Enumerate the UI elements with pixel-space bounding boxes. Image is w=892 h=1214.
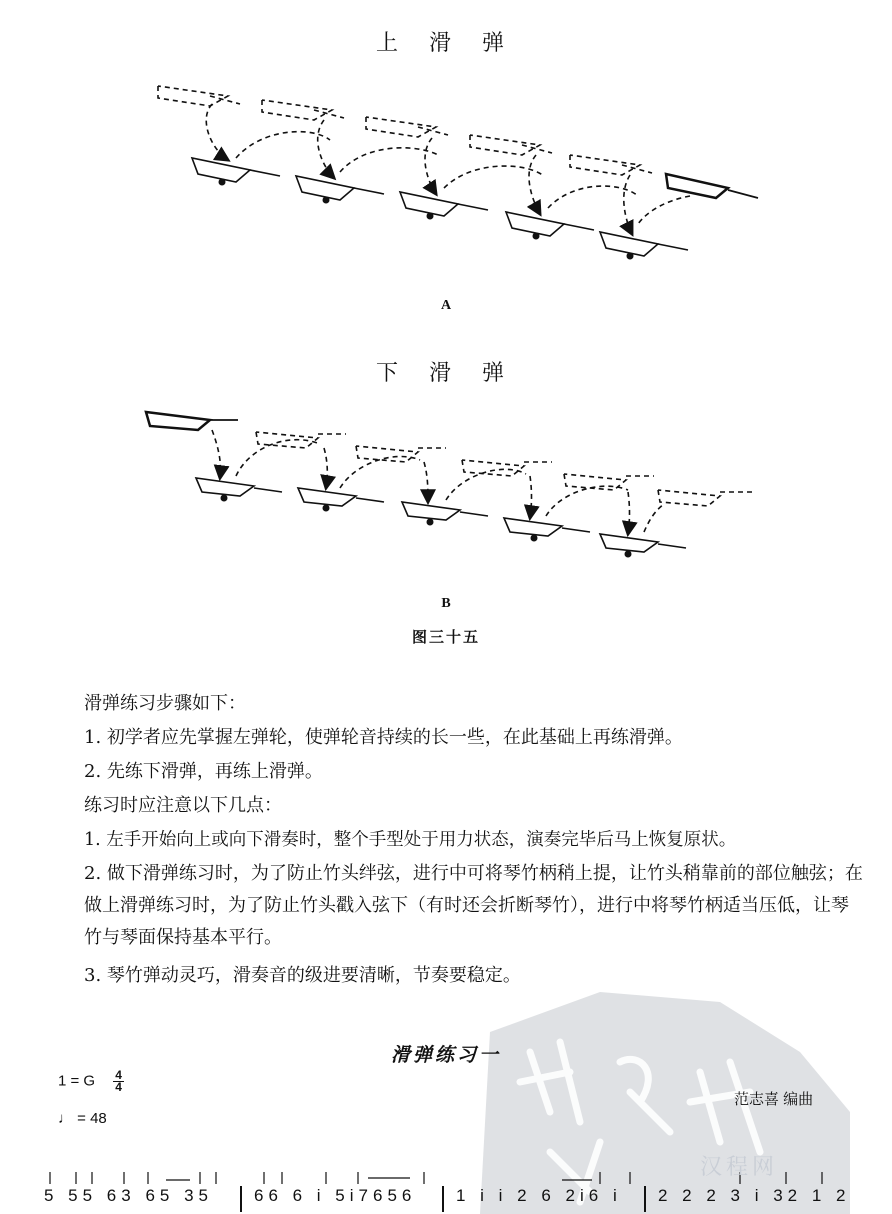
upper-glide-diagram bbox=[0, 70, 892, 290]
dashed-stick-position-4 bbox=[470, 135, 540, 155]
struck-position-1 bbox=[192, 158, 250, 182]
dashed-stick-position-1 bbox=[158, 86, 228, 106]
solid-stick-start bbox=[146, 412, 210, 430]
figure-b-label: B bbox=[441, 596, 451, 611]
time-signature bbox=[113, 1070, 124, 1093]
key-signature bbox=[58, 1070, 124, 1093]
step-2: 2. 先练下滑弹，再练上滑弹。 bbox=[84, 761, 323, 782]
measure-2: 66 6 i 5i7656 bbox=[254, 1186, 417, 1205]
lower-glide-diagram bbox=[0, 400, 892, 580]
upper-glide-title: 上 滑 弹 bbox=[376, 31, 516, 56]
measure-4: 2 2 2 3 i 32 1 2 bbox=[658, 1186, 851, 1205]
note-3: 3. 琴竹弹动灵巧，滑奏音的级进要清晰，节奏要稳定。 bbox=[84, 965, 521, 986]
dashed-stick-position-2 bbox=[262, 100, 332, 120]
struck-position-5 bbox=[600, 232, 658, 256]
note-1: 1. 左手开始向上或向下滑奏时，整个手型处于用力状态，演奏完毕后马上恢复原状。 bbox=[84, 830, 737, 850]
dashed-stick-position-3 bbox=[366, 117, 436, 137]
steps-intro: 滑弹练习步骤如下： bbox=[84, 693, 246, 714]
struck-position-4 bbox=[506, 212, 564, 236]
figure-a-label: A bbox=[440, 298, 452, 313]
site-watermark: 汉程网 bbox=[700, 1155, 779, 1180]
key-text: 1 = G bbox=[58, 1072, 96, 1090]
tempo-marking: ♩ = 48 bbox=[58, 1110, 107, 1127]
time-signature-top: 4 bbox=[115, 1068, 122, 1082]
note-2: 2. 做下滑弹练习时，为了防止竹头绊弦，进行中可将琴竹柄稍上提，让竹头稍靠前的部位触弦；在做上滑弹练习时，为了防止竹头戳入弦下（有时还会折断琴竹），进行中将琴竹柄适当压低，让琴竹与琴面保持基本平行。 bbox=[84, 863, 863, 948]
struck-position-3 bbox=[400, 192, 458, 216]
measure-1: 5 55 63 65 35 bbox=[44, 1186, 213, 1205]
struck-position-2 bbox=[296, 176, 354, 200]
notes-intro: 练习时应注意以下几点： bbox=[84, 795, 282, 816]
time-signature-bottom: 4 bbox=[115, 1080, 122, 1094]
solid-stick-start bbox=[666, 174, 728, 198]
barline-1 bbox=[240, 1186, 242, 1212]
composer-credit: 范志喜 编曲 bbox=[734, 1091, 814, 1108]
figure-caption: 图三十五 bbox=[411, 628, 480, 646]
barline-3 bbox=[644, 1186, 646, 1212]
measure-3: 1 i i 2 6 2i6 i bbox=[456, 1186, 622, 1205]
exercise-title: 滑弹练习一 bbox=[390, 1044, 501, 1066]
dashed-stick-position-5 bbox=[570, 155, 640, 175]
lower-glide-title: 下 滑 弹 bbox=[376, 361, 516, 386]
step-1: 1. 初学者应先掌握左弹轮，使弹轮音持续的长一些，在此基础上再练滑弹。 bbox=[84, 727, 683, 748]
barline-2 bbox=[442, 1186, 444, 1212]
